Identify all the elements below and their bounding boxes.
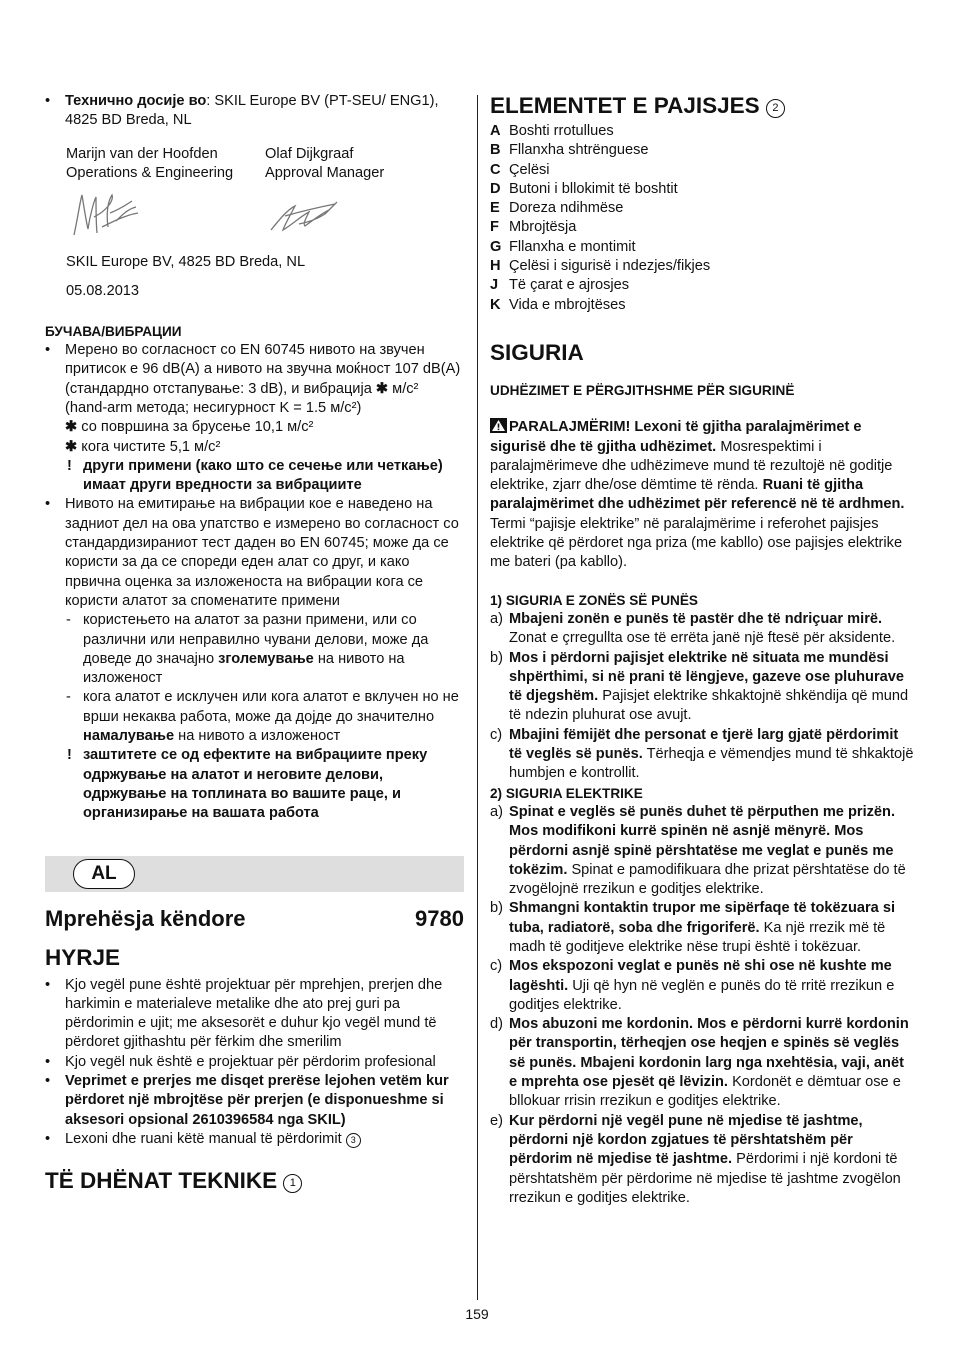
warning-triangle-icon (490, 418, 507, 433)
part-item: G Fllanxha e montimit (490, 238, 636, 255)
intro-item-1: • Kjo vegël pune është projektuar për mprehjen, prerjen dhe harkimin e materialeve metalike dhe ato prej guri pa përdorimin e ujit; me aksesorët e duhur kjo vegël mund të përdoret gjithashtu për fërkim dhe smerilim (45, 976, 464, 1053)
noise-star-2: ✱ кога чистите 5,1 м/с² (65, 438, 221, 455)
noise-item: • Мерено во согласност со EN 60745 нивото на звучен притисок е 96 dB(A) а нивото на звучна моќност 107 dB(A) (стандардно отстапување: 3 dB), и вибрација ✱ м/с² (hand-arm метода; несигурност K = 1.5 м/с²) ✱ со површина за брусење 10,1 м/с² ✱ кога чистите 5,1 м/с² ! други примени (како што се сечење или четкање) имаат други вредности за вибрациите (45, 341, 464, 495)
safety-heading: SIGURIA (490, 339, 584, 365)
elements-heading: ELEMENTET E PAJISJES 2 (490, 92, 914, 120)
part-item: A Boshti rrotullues (490, 123, 614, 139)
exclamation-icon: ! (67, 747, 72, 764)
figure-ref: 1 (283, 1174, 302, 1193)
language-badge: AL (73, 859, 135, 889)
part-item: K Vida e mbrojtëses (490, 296, 626, 313)
part-item: C Çelësi (490, 161, 550, 178)
tech-file-item: • Технично досије во: SKIL Europe BV (PT-SEU/ ENG1), 4825 BD Breda, NL (45, 92, 464, 131)
vibration-sub-2: - кога алатот е исклучен или кога алатот е вклучен но не врши некаква работа, може да дојде до значително намалување на нивото а изложеност (65, 688, 464, 746)
general-safety-heading: UDHËZIMET E PËRGJITHSHME PËR SIGURINË (490, 382, 795, 398)
intro-item-3: • Veprimet e prerjes me disqet prerëse lejohen vetëm kur përdoret një mbrojtëse për prerjen (e disponueshme si aksesori opsional 2610396584 nga SKIL) (45, 1072, 464, 1130)
signatory-2: Olaf Dijkgraaf Approval Manager (265, 145, 385, 181)
vibration-sublist (65, 611, 464, 746)
right-column (490, 92, 914, 1208)
product-title: Mprehësja këndore 9780 (45, 905, 464, 931)
left-column (45, 92, 464, 1195)
signature-1 (66, 187, 265, 249)
parts-list (490, 122, 914, 315)
electrical-heading: 2) SIGURIA ELEKTRIKE (490, 785, 643, 801)
part-item: J Të çarat e ajrosjes (490, 277, 630, 294)
part-item: B Fllanxha shtrënguese (490, 142, 649, 159)
company-line: SKIL Europe BV, 4825 BD Breda, NL (66, 254, 306, 271)
work-item: a) Mbajeni zonën e punës të pastër dhe të ndriçuar mirë. Zonat e çrregullta ose të errëta janë një ftesë për aksidente. (490, 610, 896, 647)
vibration-item: • Нивото на емитирање на вибрации кое е наведено на задниот дел на ова упатство е измерено во согласност со стандардизираниот тест даден во EN 60745; може да се користи за да се спореди еден алат со друг, и како првична оценка за изложеноста на вибрации кога се користи алатот за спомeнатите примени - користењето на алатот за разни примени, или со различни или неправилно чувани делови, може да доведе до значајно зголемување на нивото на изложеност - кога алатот е исклучен или кога алатот е вклучен но не врши некаква работа, може да дојде до значително намалување на нивото а изложеност ! заштитете се од ефектите на вибрациите преку одржување на алатот и неговите делови, одржување на топлината во вашите раце, и организирање на вашата работа (45, 495, 464, 823)
part-item: E Doreza ndihmëse (490, 200, 624, 217)
asterisk-icon: ✱ (375, 380, 389, 397)
tech-heading: TË DHËNAT TEKNIKE 1 (45, 1167, 464, 1195)
handwritten-signature-2 (265, 190, 345, 240)
asterisk-icon: ✱ (65, 438, 78, 455)
warning-paragraph: PARALAJMËRIM! Lexoni të gjitha paralajmërimet e sigurisë dhe të gjitha udhëzimet. Mosrespektimi i paralajmërimeve dhe udhëzimeve mund të rezultojë në goditje elektrike, zjarr dhe/ose dëmtime të rënda. Ruani të gjitha paralajmërimet dhe udhëzimet për referencë në të ardhmen. Termi “pajisje elektrike” në paralajmërime i referohet pajisjes elektrike që përdoret nga priza (me kabllo) ose pajisjes elektrike me bateri (pa kabllo). (490, 419, 905, 571)
page-number: 159 (465, 1306, 489, 1322)
signature-2 (265, 190, 464, 246)
electrical-item: d) Mos abuzoni me kordonin. Mos e përdorni kurrë kordonin për transportin, tërheqjen ose heqjen e spinës së veglës së punës. Mbajeni kordonin larg nga nxehtësia, vaji, anët e mprehta ose pjesët që lëvizin. Kordonët e dëmtuar ose e bllokuar rrisin rrezikun e goditjes elektrike. (490, 1016, 909, 1110)
signatory-1: Marijn van der Hoofden Operations & Engineering (66, 145, 234, 181)
intro-list (45, 976, 464, 1150)
column-divider (477, 95, 478, 1300)
vibration-sub-1: - користењето на алатот за разни примени, или со различни или неправилно чувани делови, може да доведе до значајно зголемување на нивото на изложеност (65, 611, 464, 688)
noise-list (45, 341, 464, 823)
electrical-list (490, 803, 914, 1208)
work-item: b) Mos i përdorni pajisjet elektrike në situata me mundësi shpërthimi, si në prani të lëngjeve, gazeve ose pluhurave të djegshëm. Pajisjet elektrike shkaktojnë shkëndija që mund të ndezin pluhurat ose avujt. (490, 649, 909, 724)
electrical-item: a) Spinat e veglës së punës duhet të përputhen me prizën. Mos modifikoni kurrë spinën në asnjë mënyrë. Mos përdorni asnjë spinë përshtatëse me veglat e punës me tokëzim. Spinat e pamodifikuara dhe prizat përshtatëse do të zvogëlojnë rrezikun e goditjes elektrike. (490, 803, 906, 898)
part-item: H Çelësi i sigurisë i ndezjes/fikjes (490, 258, 711, 275)
figure-ref: 2 (766, 99, 785, 118)
work-item: c) Mbajini fëmijët dhe personat e tjerë larg gjatë përdorimit të veglës së punës. Tërheqja e vëmendjes mund të shkaktojë humbjen e kontrollit. (490, 726, 914, 782)
handwritten-signature-1 (66, 187, 146, 243)
noise-heading: БУЧАВА/ВИБРАЦИИ (45, 323, 182, 339)
language-band (45, 856, 464, 892)
part-item: F Mbrojtësja (490, 219, 577, 236)
electrical-item: e) Kur përdorni një vegël pune në mjedise të jashtme, përdorni një kordon zgjatues të përshtatshëm për përdorim në mjedise të jashtme. Përdorimi i një kordoni të përshtatshëm për përdorime në mjedise të jashtme zvogëlon rrezikun e goditjes elektrike. (490, 1112, 901, 1206)
work-area-list (490, 610, 914, 784)
tech-file-list (45, 92, 464, 131)
exclamation-icon: ! (67, 457, 72, 474)
part-item: D Butoni i bllokimit të boshtit (490, 180, 678, 197)
noise-warning: ! други примени (како што се сечење или четкање) имаат други вредности за вибрациите (67, 457, 443, 494)
electrical-item: c) Mos ekspozoni veglat e punës në shi ose në kushte me lagështi. Uji që hyn në veglën e punës do të rritë rrezikun e goditjes elektrike. (490, 958, 895, 1013)
asterisk-icon: ✱ (65, 419, 78, 436)
vibration-warning: ! заштитете се од ефектите на вибрациите преку одржување на алатот и неговите делови, одржување на топлината во вашите раце, и организирање на вашата работа (67, 747, 428, 822)
noise-star-1: ✱ со површина за брусење 10,1 м/с² (65, 419, 314, 436)
electrical-item: b) Shmangni kontaktin trupor me sipërfaqe të tokëzuara si tuba, radiatorë, soba dhe frigoriferë. Ka një rrezik më të madh të goditjeve elektrike nëse trupi është i tokëzuar. (490, 900, 896, 955)
signatories (66, 145, 464, 184)
intro-heading: HYRJE (45, 944, 121, 970)
intro-item-4: • Lexoni dhe ruani këtë manual të përdorimit 3 (45, 1130, 464, 1149)
date: 05.08.2013 (66, 283, 140, 300)
work-area-heading: 1) SIGURIA E ZONËS SË PUNËS (490, 592, 698, 608)
figure-ref: 3 (346, 1133, 361, 1148)
signatures (66, 183, 464, 253)
intro-item-2: • Kjo vegël nuk është e projektuar për përdorim profesional (45, 1053, 464, 1072)
